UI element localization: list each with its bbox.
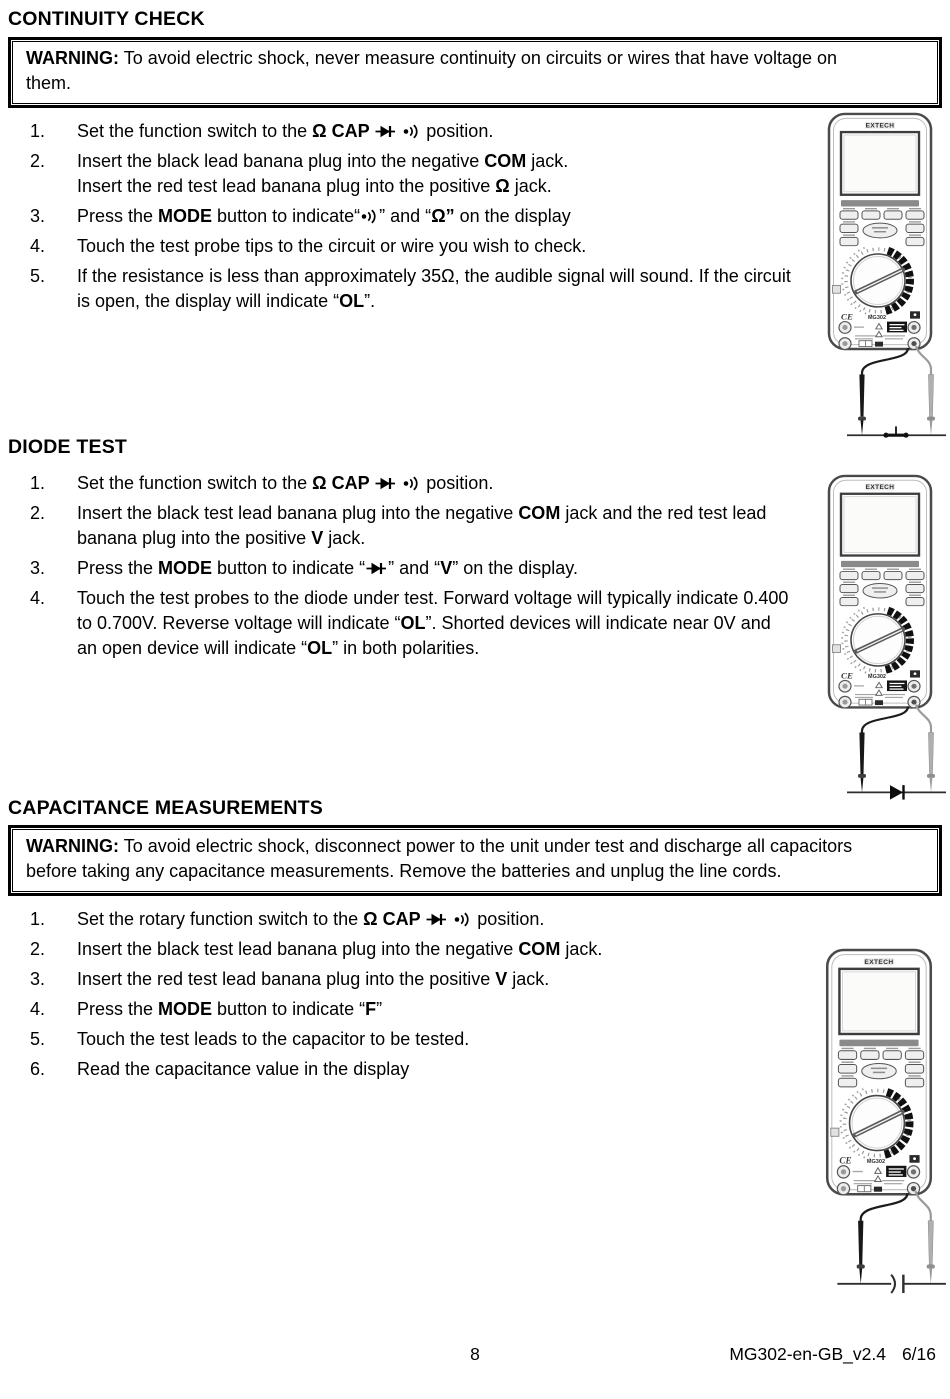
- step-text: Touch the test probe tips to the circuit or wire you wish to check.: [77, 236, 587, 256]
- page-number: 8: [470, 1344, 480, 1364]
- edition-date: 6/16: [901, 1344, 936, 1364]
- diode-icon: [425, 912, 448, 927]
- section-heading-capacitance: CAPACITANCE MEASUREMENTS: [8, 797, 324, 819]
- list-item: [8, 907, 942, 932]
- list-item: [8, 471, 942, 496]
- list-item: [8, 149, 942, 199]
- step-number: 4.: [30, 588, 46, 608]
- capacitance-step-list: [8, 907, 942, 1082]
- page-footer: [0, 1344, 950, 1370]
- step-text: Read the capacitance value in the display: [77, 1059, 410, 1079]
- step-text: Press the MODE button to indicate “F”: [77, 999, 383, 1019]
- warning-text: [12, 829, 938, 892]
- step-number: 1.: [30, 473, 46, 493]
- section-continuity-check: [8, 8, 942, 314]
- step-number: 3.: [30, 969, 46, 989]
- list-item: [8, 119, 942, 144]
- document-reference: [729, 1344, 936, 1365]
- capacitor-under-test-symbol: [837, 1275, 946, 1293]
- list-item: [8, 501, 942, 551]
- step-text: Insert the black test lead banana plug into the negative COM jack.: [77, 939, 603, 959]
- list-item: [8, 234, 942, 259]
- warning-box-continuity: [8, 37, 942, 108]
- beeper-icon: [402, 124, 421, 139]
- step-number: 2.: [30, 939, 46, 959]
- step-number: 6.: [30, 1059, 46, 1079]
- step-number: 2.: [30, 503, 46, 523]
- step-number: 1.: [30, 909, 46, 929]
- step-number: 1.: [30, 121, 46, 141]
- diode-icon: [374, 476, 397, 491]
- warning-label: WARNING:: [26, 48, 119, 68]
- list-item: [8, 1057, 942, 1082]
- beeper-icon: [360, 209, 379, 224]
- page-content: [8, 8, 942, 1087]
- step-number: 2.: [30, 151, 46, 171]
- step-text: Insert the black test lead banana plug into the negative COM jack and the red test lead banana plug into the positive V jack.: [77, 503, 767, 548]
- diode-icon: [365, 561, 388, 576]
- warning-label: WARNING:: [26, 836, 119, 856]
- list-item: [8, 586, 942, 661]
- warning-body: To avoid electric shock, disconnect power to the unit under test and discharge all capacitors before taking any capacitance measurements. Remove the batteries and unplug the line cords.: [26, 836, 853, 881]
- section-diode-test: [8, 436, 942, 661]
- section-heading-diode: DIODE TEST: [8, 436, 128, 458]
- warning-box-capacitance: [8, 825, 942, 896]
- list-item: [8, 204, 942, 229]
- step-text: Touch the test probes to the diode under test. Forward voltage will typically indicate 0.400 to 0.700V. Reverse voltage will indicate “OL”. Shorted devices will indicate near 0V and an open device will indicate “OL” in both polarities.: [77, 588, 789, 658]
- beeper-icon: [402, 476, 421, 491]
- list-item: [8, 264, 942, 314]
- step-text: Set the rotary function switch to the Ω CAP position.: [77, 909, 545, 929]
- step-number: 5.: [30, 266, 46, 286]
- step-text: If the resistance is less than approximately 35Ω, the audible signal will sound. If the circuit is open, the display will indicate “OL”.: [77, 266, 791, 311]
- step-number: 5.: [30, 1029, 46, 1049]
- doc-code: MG302-en-GB_v2.4: [729, 1344, 886, 1364]
- warning-text: [12, 41, 938, 104]
- step-text: Touch the test leads to the capacitor to be tested.: [77, 1029, 470, 1049]
- step-text: Set the function switch to the Ω CAP position.: [77, 473, 494, 493]
- step-text: Set the function switch to the Ω CAP position.: [77, 121, 494, 141]
- step-number: 4.: [30, 999, 46, 1019]
- diode-step-list: [8, 471, 942, 661]
- multimeter-figure-capacitance: [811, 948, 947, 1294]
- section-capacitance: [8, 797, 942, 1082]
- list-item: [8, 997, 942, 1022]
- continuity-step-list: [8, 119, 942, 314]
- step-text: Press the MODE button to indicate “ ” and “V” on the display.: [77, 558, 578, 578]
- step-number: 3.: [30, 558, 46, 578]
- section-heading-continuity: CONTINUITY CHECK: [8, 8, 205, 30]
- step-text: Insert the black lead banana plug into the negative COM jack. Insert the red test lead banana plug into the positive Ω jack.: [77, 151, 569, 196]
- list-item: [8, 556, 942, 581]
- step-text: Insert the red test lead banana plug into the positive V jack.: [77, 969, 550, 989]
- step-text: Press the MODE button to indicate“ ” and “Ω” on the display: [77, 206, 571, 226]
- beeper-icon: [453, 912, 472, 927]
- diode-icon: [374, 124, 397, 139]
- list-item: [8, 1027, 942, 1052]
- step-number: 3.: [30, 206, 46, 226]
- step-number: 4.: [30, 236, 46, 256]
- list-item: [8, 937, 942, 962]
- list-item: [8, 967, 942, 992]
- multimeter-figure-diode: [813, 474, 947, 802]
- warning-body: To avoid electric shock, never measure continuity on circuits or wires that have voltage on them.: [26, 48, 838, 93]
- multimeter-figure-continuity: [813, 112, 947, 445]
